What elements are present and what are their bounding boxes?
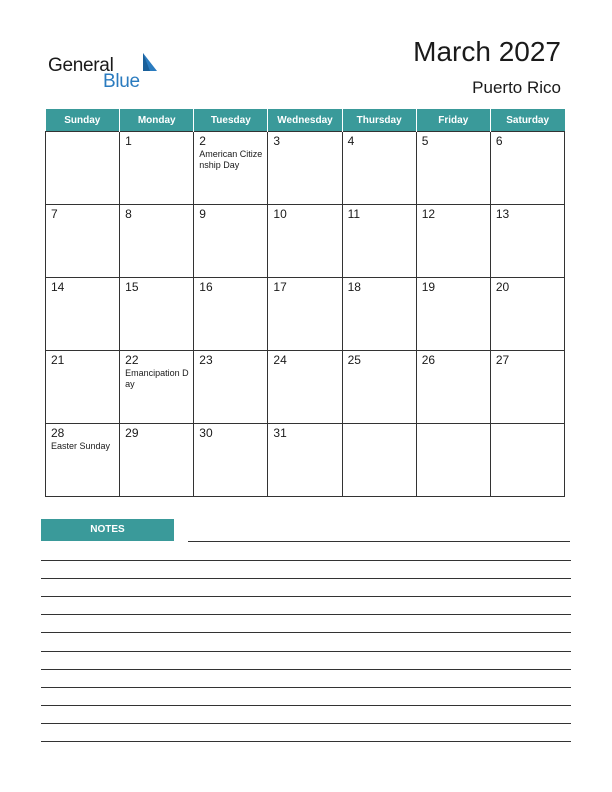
day-number: 13 [495,207,510,221]
calendar-day-cell [342,278,416,351]
calendar-week-row [46,132,565,205]
calendar-day-cell [46,132,120,205]
logo-blue-text: Blue [103,71,140,92]
logo-general-text: General [48,55,114,76]
calendar-day-cell [46,278,120,351]
weekday-header: Monday [120,109,194,132]
calendar-week-row [46,351,565,424]
holiday-label: Easter Sunday [51,441,111,451]
calendar-day-cell [268,132,342,205]
day-number: 11 [347,207,361,221]
day-number: 29 [125,426,139,440]
calendar-day-cell [490,205,564,278]
day-number: 10 [273,207,287,221]
calendar-grid [45,109,565,497]
calendar-day-cell [194,424,268,497]
logo [48,50,158,94]
weekday-header: Tuesday [194,109,268,132]
weekday-header: Sunday [46,109,120,132]
holiday-label: Emancipation Day [125,368,189,389]
calendar-day-cell [268,424,342,497]
holiday-label: American Citizenship Day [199,149,263,170]
calendar-week-row [46,278,565,351]
calendar-day-cell [120,351,194,424]
calendar-day-cell [490,351,564,424]
calendar-day-cell [46,351,120,424]
day-number: 25 [347,353,361,367]
day-number: 14 [51,280,65,294]
calendar-day-cell [268,351,342,424]
notes-rule [41,578,571,579]
calendar-day-cell [416,132,490,205]
notes-rule [188,541,570,542]
notes-rule [41,632,571,633]
calendar-day-cell [120,132,194,205]
day-number: 7 [51,207,58,221]
notes-rule [41,687,571,688]
calendar-day-cell [194,205,268,278]
notes-rule [41,669,571,670]
calendar-day-cell [268,278,342,351]
day-number: 1 [125,134,132,148]
calendar-day-cell [194,278,268,351]
calendar-day-cell [120,278,194,351]
calendar-day-cell [342,205,416,278]
calendar-day-cell [490,278,564,351]
calendar-day-cell [342,424,416,497]
notes-rule [41,596,571,597]
day-number: 27 [495,353,510,367]
day-number: 4 [347,134,355,148]
day-number: 22 [125,353,139,367]
calendar-day-cell [268,205,342,278]
calendar-day-cell [490,424,564,497]
weekday-header: Thursday [342,109,416,132]
calendar-day-cell [342,351,416,424]
notes-rule [41,614,571,615]
calendar-day-cell [120,205,194,278]
day-number: 23 [199,353,213,367]
day-number: 8 [125,207,132,221]
day-number: 28 [51,426,65,440]
calendar-week-row [46,424,565,497]
day-number: 3 [273,134,281,148]
day-number: 24 [273,353,287,367]
notes-rule [41,705,571,706]
day-number: 31 [273,426,287,440]
calendar-day-cell [416,278,490,351]
logo-triangle-icon [141,53,157,71]
weekday-header: Saturday [490,109,564,132]
day-number: 21 [51,353,65,367]
day-number: 19 [421,280,436,294]
day-number: 30 [199,426,213,440]
weekday-header: Friday [416,109,490,132]
notes-rule [41,741,571,742]
calendar-day-cell [416,424,490,497]
day-number: 9 [199,207,206,221]
page-subtitle: Puerto Rico [472,78,561,97]
calendar-day-cell [46,205,120,278]
day-number: 6 [495,134,503,148]
notes-rule [41,723,571,724]
calendar-day-cell [46,424,120,497]
day-number: 12 [421,207,436,221]
notes-rule [41,651,571,652]
day-number: 17 [273,280,287,294]
day-number: 2 [199,134,206,148]
calendar-day-cell [342,132,416,205]
notes-label: NOTES [41,519,174,541]
calendar-day-cell [194,132,268,205]
day-number: 18 [347,280,361,294]
calendar-day-cell [194,351,268,424]
page-title: March 2027 [413,36,561,67]
day-number: 5 [421,134,429,148]
day-number: 20 [495,280,510,294]
day-number: 26 [421,353,436,367]
day-number: 16 [199,280,213,294]
calendar-day-cell [416,205,490,278]
day-number: 15 [125,280,139,294]
weekday-header: Wednesday [268,109,342,132]
calendar-week-row [46,205,565,278]
calendar-day-cell [416,351,490,424]
calendar-day-cell [490,132,564,205]
notes-rule [41,560,571,561]
weekday-header-row [46,109,565,132]
calendar-day-cell [120,424,194,497]
